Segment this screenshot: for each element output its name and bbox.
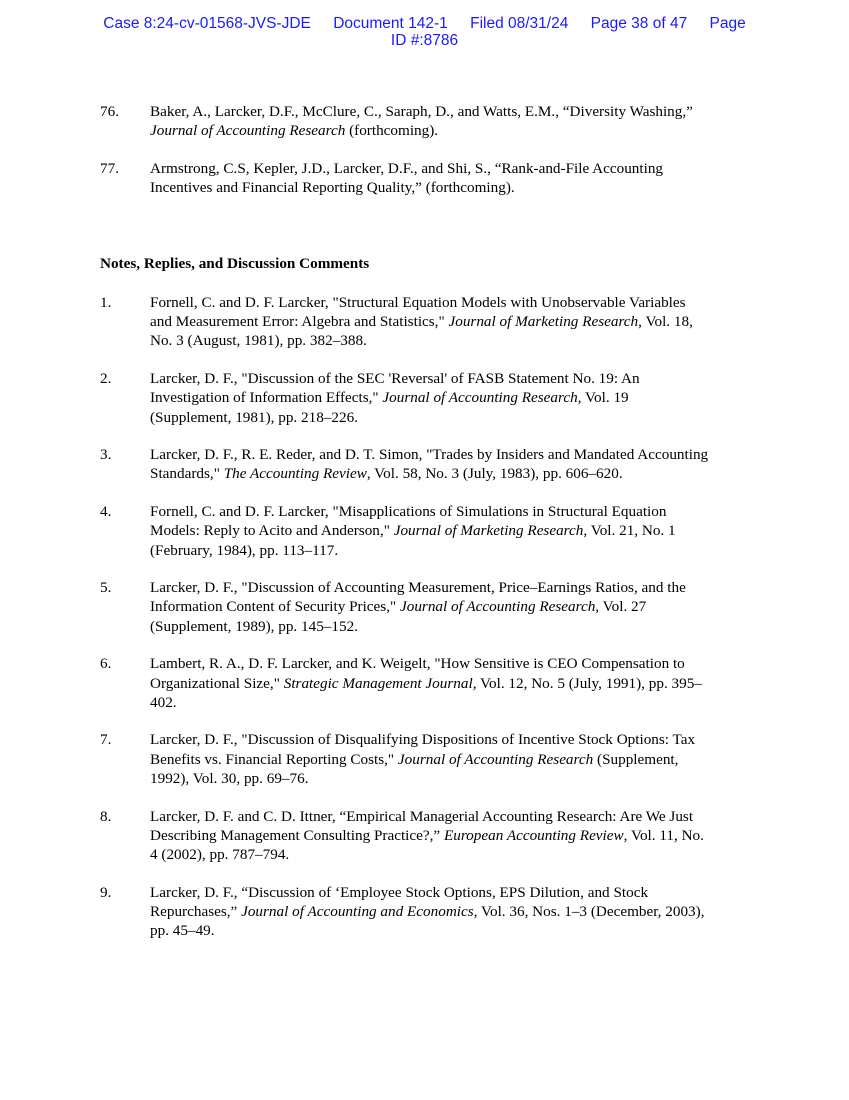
reference-number: 1. — [100, 294, 112, 311]
reference-item — [100, 369, 710, 427]
journal-title: Journal of Accounting Research — [397, 750, 594, 768]
journal-title: Journal of Accounting Research — [382, 389, 578, 407]
reference-details: , Vol. 27 (Supplement, 1989), pp. 145–152. — [150, 598, 647, 635]
reference-details: , Vol. 18, No. 3 (August, 1981), pp. 382–388. — [150, 313, 693, 350]
reference-details: (Supplement, 1992), Vol. 30, pp. 69–76. — [150, 750, 679, 787]
journal-title: The Accounting Review — [223, 465, 367, 483]
reference-item — [100, 654, 710, 712]
page-id: ID #:8786 — [390, 32, 459, 49]
forthcoming-reference-list — [100, 102, 710, 216]
reference-number: 2. — [100, 370, 112, 388]
reference-citation: Baker, A., Larcker, D.F., McClure, C., Saraph, D., and Watts, E.M., “Diversity Washing,” — [150, 103, 693, 120]
reference-details: , Vol. 36, Nos. 1–3 (December, 2003), pp. 45–49. — [150, 902, 705, 940]
reference-details: , Vol. 19 (Supplement, 1981), pp. 218–226. — [150, 389, 629, 426]
reference-item — [100, 159, 710, 197]
notes-reference-list — [100, 293, 710, 959]
reference-number: 6. — [100, 655, 112, 673]
journal-title: Journal of Marketing Research — [448, 313, 639, 331]
reference-number: 3. — [100, 446, 112, 464]
reference-number: 76. — [100, 103, 119, 120]
reference-number: 77. — [100, 159, 119, 177]
reference-number: 9. — [100, 883, 112, 901]
journal-title: Journal of Accounting and Economics — [241, 902, 474, 920]
reference-details: , Vol. 11, No. 4 (2002), pp. 787–794. — [150, 826, 704, 863]
document-number: Document 142-1 — [333, 15, 448, 32]
reference-details: , Vol. 21, No. 1 (February, 1984), pp. 113–117. — [150, 522, 676, 559]
journal-title: Journal of Accounting Research — [150, 122, 346, 140]
reference-item — [100, 807, 710, 865]
reference-item — [100, 445, 710, 483]
page-count: Page 38 of 47 — [590, 15, 688, 32]
reference-citation: Larcker, D. F., "Discussion of Accounting Measurement, Price–Earnings Ratios, and the Information Content of Security Prices," — [150, 579, 686, 616]
reference-item — [100, 502, 710, 560]
filed-date: Filed 08/31/24 — [470, 15, 569, 32]
reference-number: 5. — [100, 579, 112, 597]
reference-item — [100, 293, 710, 351]
journal-title: European Accounting Review — [443, 826, 624, 844]
reference-number: 8. — [100, 807, 112, 825]
reference-citation: Lambert, R. A., D. F. Larcker, and K. Weigelt, "How Sensitive is CEO Compensation to Organizational Size," — [150, 655, 685, 692]
reference-citation: Larcker, D. F., R. E. Reder, and D. T. Simon, "Trades by Insiders and Mandated Accounting Standards," — [150, 446, 709, 483]
reference-citation: Larcker, D. F. and C. D. Ittner, “Empirical Managerial Accounting Research: Are We Just Describing Management Consulting Practice?,” — [150, 807, 694, 844]
reference-item — [100, 102, 710, 140]
reference-details: , Vol. 58, No. 3 (July, 1983), pp. 606–620. — [366, 465, 623, 483]
reference-citation: Fornell, C. and D. F. Larcker, "Structural Equation Models with Unobservable Variables and Measurement Error: Algebra and Statistics," — [150, 294, 686, 331]
reference-citation: Larcker, D. F., "Discussion of Disqualifying Dispositions of Incentive Stock Options: Tax Benefits vs. Financial Reporting Costs," — [150, 731, 696, 768]
reference-details: (forthcoming). — [345, 122, 439, 140]
reference-details: , Vol. 12, No. 5 (July, 1991), pp. 395–402. — [150, 674, 702, 711]
reference-citation: Larcker, D. F., “Discussion of ‘Employee Stock Options, EPS Dilution, and Stock Repurchases,” — [150, 883, 649, 920]
reference-item — [100, 730, 710, 788]
reference-citation: Armstrong, C.S, Kepler, J.D., Larcker, D.F., and Shi, S., “Rank-and-File Accounting Incentives and Financial Reporting Quality,” (forthcoming). — [150, 159, 664, 197]
reference-number: 4. — [100, 503, 112, 521]
reference-item — [100, 883, 710, 941]
section-heading: Notes, Replies, and Discussion Comments — [100, 255, 370, 272]
reference-item — [100, 578, 710, 636]
page-id-label: Page — [709, 15, 746, 32]
case-number: Case 8:24-cv-01568-JVS-JDE — [103, 15, 311, 32]
reference-number: 7. — [100, 731, 112, 749]
journal-title: Strategic Management Journal — [283, 674, 473, 692]
reference-citation: Larcker, D. F., "Discussion of the SEC 'Reversal' of FASB Statement No. 19: An Investigation of Information Effects," — [150, 370, 640, 407]
reference-citation: Fornell, C. and D. F. Larcker, "Misapplications of Simulations in Structural Equation Models: Reply to Acito and Anderson," — [150, 503, 667, 540]
court-filing-header — [0, 15, 849, 49]
journal-title: Journal of Marketing Research — [393, 522, 584, 540]
filing-header-line — [0, 15, 849, 32]
journal-title: Journal of Accounting Research — [400, 598, 596, 616]
